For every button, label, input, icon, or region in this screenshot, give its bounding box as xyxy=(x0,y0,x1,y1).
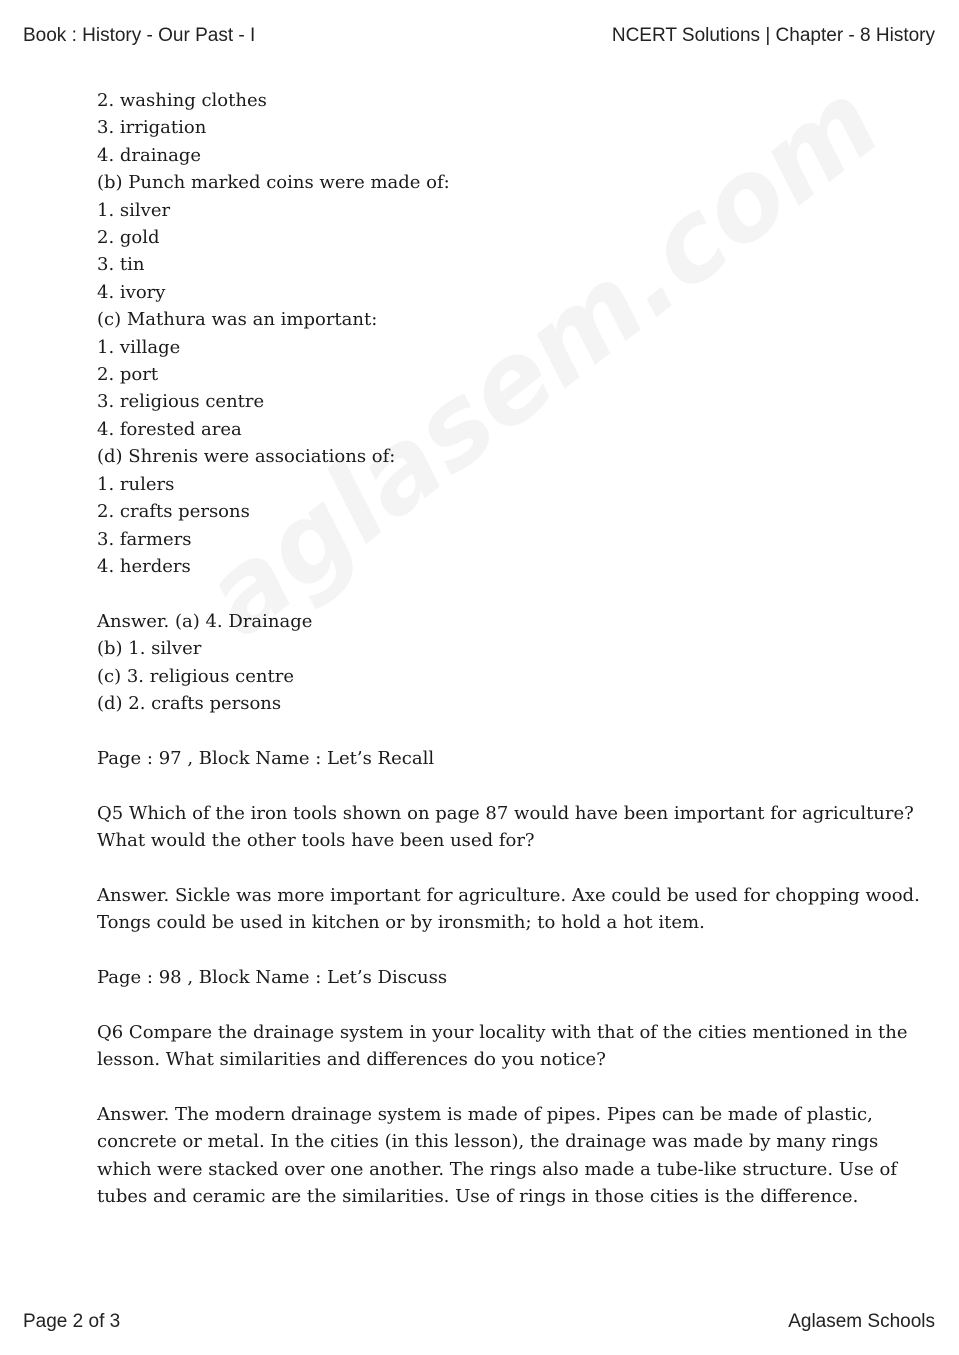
block-heading-recall: Page : 97 , Block Name : Let’s Recall xyxy=(97,747,435,769)
question-d: (d) Shrenis were associations of: xyxy=(97,446,396,468)
header-book-title: Book : History - Our Past - I xyxy=(23,25,256,46)
option-a-3: 3. irrigation xyxy=(97,117,207,139)
block-heading-discuss: Page : 98 , Block Name : Let’s Discuss xyxy=(97,966,448,988)
q5-line-2: What would the other tools have been used for? xyxy=(97,829,535,851)
option-d-3: 3. farmers xyxy=(97,528,192,550)
page-number: Page 2 of 3 xyxy=(23,1311,121,1332)
spacer xyxy=(97,717,877,744)
option-d-2: 2. crafts persons xyxy=(97,501,250,523)
answer-d: (d) 2. crafts persons xyxy=(97,692,282,714)
option-d-4: 4. herders xyxy=(97,555,191,577)
option-a-2: 2. washing clothes xyxy=(97,90,267,111)
spacer xyxy=(97,991,877,1018)
option-b-4: 4. ivory xyxy=(97,281,166,303)
option-b-1: 1. silver xyxy=(97,199,171,221)
question-b: (b) Punch marked coins were made of: xyxy=(97,172,450,194)
page-content xyxy=(97,87,920,1211)
q6-answer-line-4: tubes and ceramic are the similarities. Use of rings in those cities is the difference. xyxy=(97,1186,859,1208)
option-c-1: 1. village xyxy=(97,336,181,358)
spacer xyxy=(97,937,877,964)
publisher-name: Aglasem Schools xyxy=(788,1311,935,1332)
header-chapter-title: NCERT Solutions | Chapter - 8 History xyxy=(611,25,935,46)
spacer xyxy=(97,854,877,881)
answer-c: (c) 3. religious centre xyxy=(97,665,294,687)
option-b-3: 3. tin xyxy=(97,254,145,276)
option-c-2: 2. port xyxy=(97,364,159,386)
q5-line-1: Q5 Which of the iron tools shown on page 87 would have been important for agriculture? xyxy=(97,802,914,824)
option-b-2: 2. gold xyxy=(97,227,160,249)
q6-answer-line-2: concrete or metal. In the cities (in this lesson), the drainage was made by many rings xyxy=(97,1131,879,1153)
spacer xyxy=(97,580,877,607)
option-a-4: 4. drainage xyxy=(97,144,202,166)
question-c: (c) Mathura was an important: xyxy=(97,309,378,331)
option-d-1: 1. rulers xyxy=(97,473,175,495)
q6-line-2: lesson. What similarities and differences do you notice? xyxy=(97,1049,606,1071)
answer-a: Answer. (a) 4. Drainage xyxy=(97,610,313,632)
spacer xyxy=(97,772,877,799)
q6-line-1: Q6 Compare the drainage system in your locality with that of the cities mentioned in the xyxy=(97,1021,908,1043)
q5-answer-line-1: Answer. Sickle was more important for agriculture. Axe could be used for chopping wood. xyxy=(97,884,920,906)
answer-b: (b) 1. silver xyxy=(97,638,202,660)
q6-answer-line-3: which were stacked over one another. The rings also made a tube-like structure. Use of xyxy=(97,1158,898,1180)
option-c-4: 4. forested area xyxy=(97,418,242,440)
q6-answer-line-1: Answer. The modern drainage system is made of pipes. Pipes can be made of plastic, xyxy=(97,1103,873,1125)
option-c-3: 3. religious centre xyxy=(97,391,265,413)
spacer xyxy=(97,1074,877,1101)
q5-answer-line-2: Tongs could be used in kitchen or by ironsmith; to hold a hot item. xyxy=(97,912,705,934)
